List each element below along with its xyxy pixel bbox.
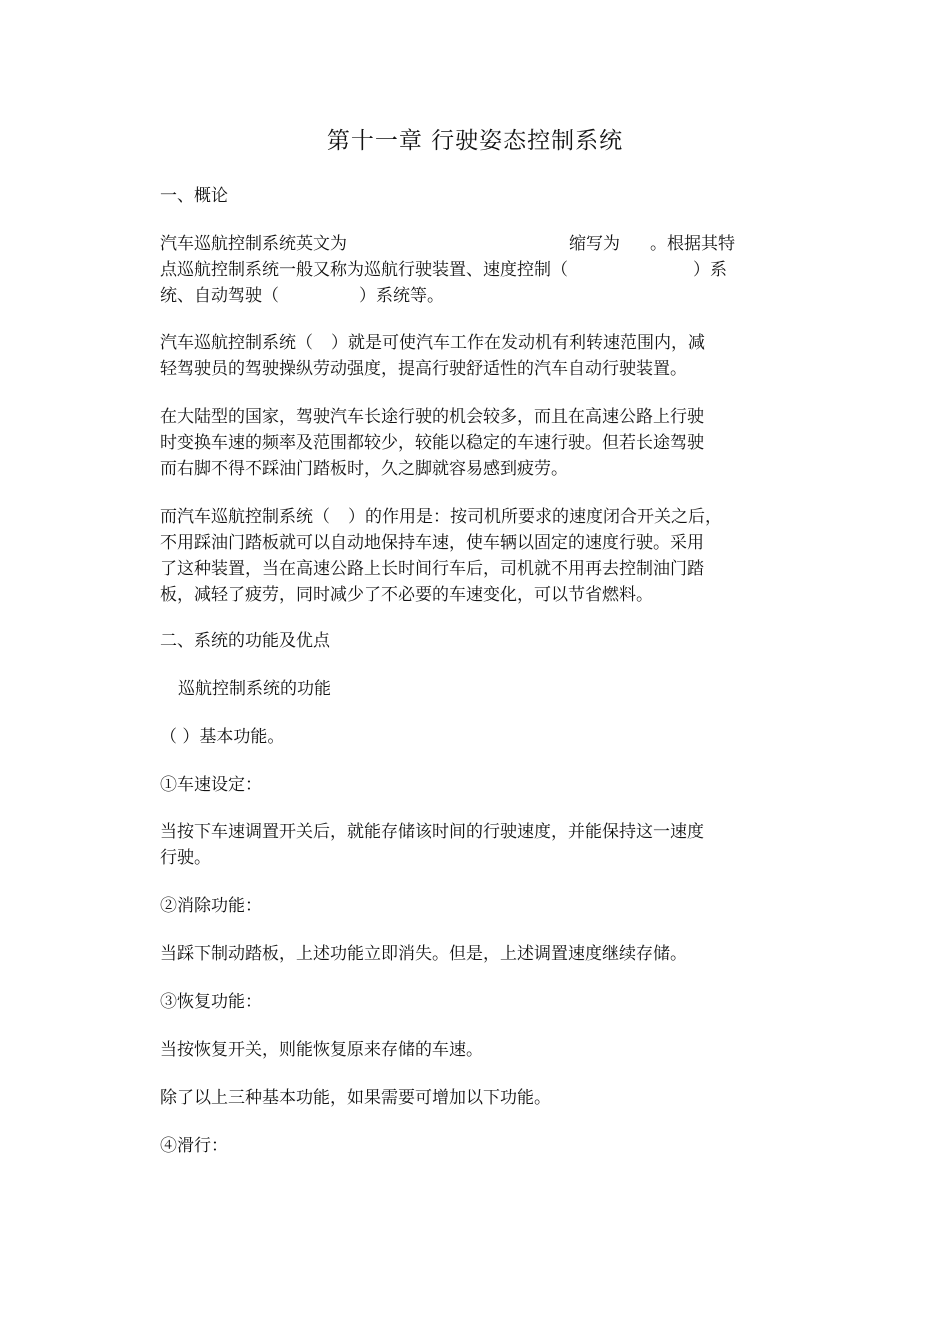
chapter-title: 第十一章 行驶姿态控制系统: [326, 128, 624, 154]
p2-text-b: ）就是可使汽车工作在发动机有利转速范围内，减: [331, 333, 705, 353]
section-heading-functions: 二、系统的功能及优点: [160, 631, 330, 651]
p1-text-f: 统、自动驾驶（: [160, 286, 279, 306]
function-3-text: 当按恢复开关，则能恢复原来存储的车速。: [160, 1040, 483, 1060]
paragraph-1-line-3: [160, 284, 780, 308]
paragraph-4-line-1: [160, 505, 780, 529]
paragraph-4-line-2: 不用踩油门踏板就可以自动地保持车速，使车辆以固定的速度行驶。采用: [160, 533, 704, 553]
function-2-text: 当踩下制动踏板，上述功能立即消失。但是，上述调置速度继续存储。: [160, 944, 687, 964]
p1-text-b: 缩写为: [569, 234, 620, 254]
p1-text-d: 点巡航控制系统一般又称为巡航行驶装置、速度控制（: [160, 260, 568, 280]
function-3-label: ③恢复功能：: [160, 992, 262, 1012]
function-1-text-line-2: 行驶。: [160, 848, 211, 868]
paragraph-3-line-2: 时变换车速的频率及范围都较少，较能以稳定的车速行驶。但若长途驾驶: [160, 433, 704, 453]
extra-functions-intro: 除了以上三种基本功能，如果需要可增加以下功能。: [160, 1088, 551, 1108]
function-1-label: ①车速设定：: [160, 775, 262, 795]
p4-text-b: ）的作用是：按司机所要求的速度闭合开关之后，: [348, 507, 722, 527]
paragraph-2-line-1: [160, 331, 780, 355]
section-heading-overview: 一、概论: [160, 186, 228, 206]
paragraph-2-line-2: 轻驾驶员的驾驶操纵劳动强度，提高行驶舒适性的汽车自动行驶装置。: [160, 359, 687, 379]
function-4-label: ④滑行：: [160, 1136, 228, 1156]
paragraph-3-line-3: 而右脚不得不踩油门踏板时，久之脚就容易感到疲劳。: [160, 459, 568, 479]
p2-text-a: 汽车巡航控制系统（: [160, 333, 313, 353]
basic-functions-heading: （ ）基本功能。: [160, 727, 285, 747]
paragraph-1-line-1: [160, 232, 780, 256]
function-1-text-line-1: 当按下车速调置开关后，就能存储该时间的行驶速度，并能保持这一速度: [160, 822, 704, 842]
paragraph-1-line-2: [160, 258, 780, 282]
paragraph-3-line-1: 在大陆型的国家，驾驶汽车长途行驶的机会较多，而且在高速公路上行驶: [160, 407, 704, 427]
p1-text-e: ）系: [693, 260, 727, 280]
function-2-label: ②消除功能：: [160, 896, 262, 916]
paragraph-4-line-3: 了这种装置，当在高速公路上长时间行车后，司机就不用再去控制油门踏: [160, 559, 704, 579]
subheading-functions: 巡航控制系统的功能: [178, 679, 331, 699]
p1-text-a: 汽车巡航控制系统英文为: [160, 234, 347, 254]
p4-text-a: 而汽车巡航控制系统（: [160, 507, 330, 527]
paragraph-4-line-4: 板，减轻了疲劳，同时减少了不必要的车速变化，可以节省燃料。: [160, 585, 653, 605]
p1-text-c: 。根据其特: [650, 234, 735, 254]
p1-text-g: ）系统等。: [359, 286, 444, 306]
